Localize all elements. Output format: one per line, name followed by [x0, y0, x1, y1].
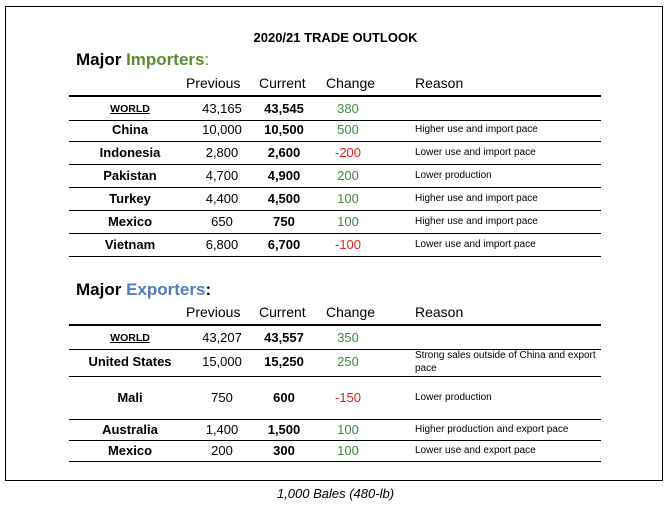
change-cell: 350: [337, 330, 359, 345]
country-cell: WORLD: [110, 331, 150, 344]
change-cell: 200: [337, 168, 359, 183]
reason-cell: Lower production: [415, 170, 492, 181]
reason-cell: Lower use and import pace: [415, 147, 536, 158]
table-row: [69, 233, 601, 257]
current-cell: 4,900: [267, 168, 301, 183]
previous-cell: 43,165: [202, 101, 242, 116]
exporters-heading-suffix: :: [205, 280, 212, 299]
reason-cell: Higher use and import pace: [415, 193, 538, 204]
previous-cell: 4,700: [205, 168, 239, 183]
table-row: [69, 419, 601, 441]
exporters-col-previous: Previous: [186, 304, 241, 320]
table-row: [69, 118, 601, 142]
country-cell: United States: [88, 354, 172, 369]
change-cell: -150: [334, 390, 362, 405]
importers-heading-prefix: Major: [76, 50, 127, 69]
reason-cell: Higher use and import pace: [415, 124, 538, 135]
country-cell: Pakistan: [103, 168, 157, 183]
change-cell: 100: [337, 443, 359, 458]
previous-cell: 650: [211, 214, 233, 229]
previous-cell: 10,000: [202, 122, 242, 137]
importers-heading-suffix: :: [204, 50, 210, 69]
units-footnote: 1,000 Bales (480-lb): [276, 486, 395, 501]
current-cell: 300: [273, 443, 295, 458]
reason-cell: Higher production and export pace: [415, 424, 569, 435]
previous-cell: 6,800: [205, 237, 239, 252]
exporters-col-current: Current: [259, 304, 306, 320]
page-title: 2020/21 TRADE OUTLOOK: [253, 30, 418, 45]
current-cell: 2,600: [267, 145, 301, 160]
exporters-col-reason: Reason: [415, 304, 464, 320]
country-cell: Mali: [117, 390, 143, 405]
change-cell: 380: [337, 101, 359, 116]
country-cell: Australia: [102, 422, 158, 437]
current-cell: 43,557: [264, 330, 304, 345]
importers-heading: [76, 50, 209, 70]
current-cell: 15,250: [264, 354, 304, 369]
current-cell: 43,545: [264, 101, 304, 116]
country-cell: China: [111, 122, 149, 137]
table-row: [69, 440, 601, 462]
table-row: [69, 376, 601, 420]
current-cell: 6,700: [267, 237, 301, 252]
table-row: [69, 347, 601, 377]
reason-cell: Higher use and import pace: [415, 216, 538, 227]
country-cell: Indonesia: [99, 145, 161, 160]
previous-cell: 750: [211, 390, 233, 405]
previous-cell: 1,400: [205, 422, 239, 437]
reason-cell: Lower production: [415, 392, 492, 403]
change-cell: -200: [334, 145, 362, 160]
change-cell: 250: [337, 354, 359, 369]
change-cell: -100: [334, 237, 362, 252]
country-cell: WORLD: [110, 102, 150, 115]
current-cell: 4,500: [267, 191, 301, 206]
reason-cell: Strong sales outside of China and export pace: [415, 349, 596, 374]
table-row: [69, 210, 601, 234]
reason-cell: Lower use and import pace: [415, 239, 536, 250]
reason-cell: Lower use and export pace: [415, 445, 536, 456]
previous-cell: 15,000: [202, 354, 242, 369]
exporters-heading: [76, 280, 211, 300]
country-cell: Mexico: [107, 443, 153, 458]
table-row: [69, 141, 601, 165]
importers-col-current: Current: [259, 75, 306, 91]
country-cell: Turkey: [109, 191, 151, 206]
importers-col-reason: Reason: [415, 75, 464, 91]
current-cell: 750: [273, 214, 295, 229]
exporters-col-change: Change: [326, 304, 376, 320]
table-row: [69, 164, 601, 188]
previous-cell: 43,207: [202, 330, 242, 345]
previous-cell: 2,800: [205, 145, 239, 160]
table-row: [69, 187, 601, 211]
importers-heading-word: Importers: [126, 50, 205, 69]
change-cell: 100: [337, 214, 359, 229]
exporters-heading-prefix: Major: [76, 280, 127, 299]
previous-cell: 200: [211, 443, 233, 458]
change-cell: 100: [337, 191, 359, 206]
country-cell: Mexico: [107, 214, 153, 229]
current-cell: 1,500: [267, 422, 301, 437]
previous-cell: 4,400: [205, 191, 239, 206]
country-cell: Vietnam: [104, 237, 156, 252]
current-cell: 10,500: [264, 122, 304, 137]
change-cell: 500: [337, 122, 359, 137]
importers-col-change: Change: [326, 75, 376, 91]
current-cell: 600: [273, 390, 295, 405]
importers-col-previous: Previous: [186, 75, 241, 91]
change-cell: 100: [337, 422, 359, 437]
exporters-heading-word: Exporters: [126, 280, 206, 299]
